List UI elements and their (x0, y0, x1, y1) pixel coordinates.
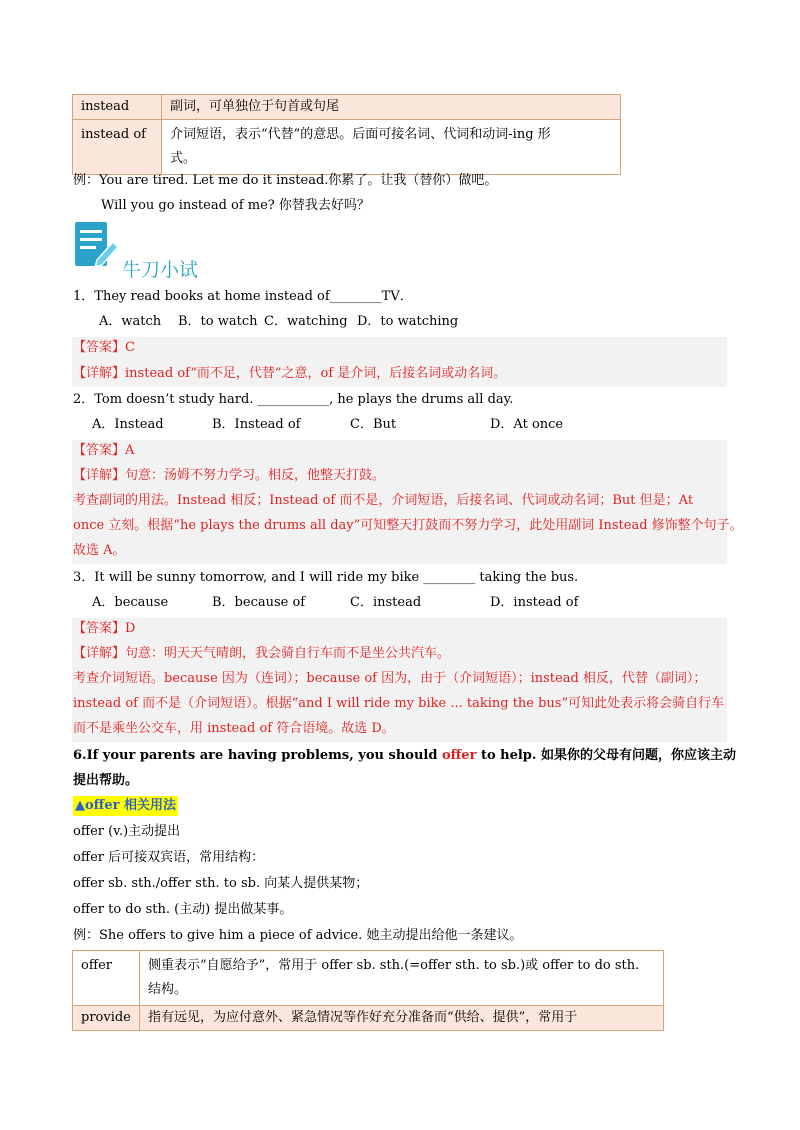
option-a: A．because (92, 595, 169, 610)
table-row (73, 1006, 664, 1031)
desc-cell (162, 120, 621, 175)
option-c: C．But (350, 417, 397, 432)
usage-line: offer to do sth. (主动) 提出做某事。 (73, 902, 293, 917)
detail-line (73, 364, 506, 384)
option-a: A．Instead (92, 417, 164, 432)
question-stem: 2．Tom doesn’t study hard. ___________, he plays the drums all day. (73, 392, 514, 407)
sentence-heading-cont: 提出帮助。 (73, 773, 139, 788)
definition-table-instead (72, 94, 621, 175)
table-row (73, 120, 621, 175)
example-line: Will you go instead of me? 你替我去好吗？ (101, 198, 370, 213)
answer-label: 【答案】D (73, 621, 136, 636)
question-stem: 3．It will be sunny tomorrow, and I will ride my bike ________ taking the bus. (73, 570, 579, 585)
question-options (92, 415, 563, 435)
sentence-heading (73, 746, 736, 766)
sentence-post: to help. 如果你的父母有问题，你应该主动 (476, 748, 736, 763)
option-a: A．watch (99, 314, 162, 329)
table-row (73, 95, 621, 120)
answer-label: 【答案】A (73, 443, 135, 458)
detail-line (73, 644, 450, 664)
detail-text: 句意：明天天气晴朗，我会骑自行车而不是坐公共汽车。 (125, 646, 451, 661)
detail-label: 【详解】 (73, 646, 126, 661)
detail-line: 考查副词的用法。Instead 相反；Instead of 而不是，介词短语，后接名词、代词或动名词；But 但是；At (73, 493, 694, 508)
option-b: B．Instead of (212, 417, 301, 432)
option-d: D．instead of (490, 595, 579, 610)
usage-line: offer 后可接双宾语，常用结构： (73, 850, 265, 865)
desc-line: 介词短语，表示“代替”的意思。后面可接名词、代词和动词-ing 形 (170, 127, 551, 142)
section-title: 牛刀小试 (122, 259, 199, 281)
sentence-pre: 6.If your parents are having problems, you should (73, 748, 442, 763)
option-b: B．to watch (178, 314, 258, 329)
answer-label: 【答案】C (73, 340, 135, 355)
detail-text: 句意：汤姆不努力学习。相反，他整天打鼓。 (125, 468, 386, 483)
detail-label: 【详解】 (73, 366, 126, 381)
option-c: C．watching (264, 314, 348, 329)
detail-line: instead of 而不是（介词短语）。根据“and I will ride my bike ... taking the bus”可知此处表示将会骑自行车 (73, 696, 725, 711)
usage-line: offer sb. sth./offer sth. to sb. 向某人提供某物； (73, 876, 369, 891)
keyword: offer (441, 748, 477, 763)
term-cell: instead (73, 95, 162, 120)
example-line: 例：You are tired. Let me do it instead.你累了。让我（替你）做吧。 (73, 173, 498, 188)
detail-line: 考查介词短语。because 因为（连词）；because of 因为，由于（介词短语）；instead 相反，代替（副词）； (73, 671, 707, 686)
option-c: C．instead (350, 595, 422, 610)
question-options (92, 593, 578, 613)
question-options (99, 312, 458, 332)
question-stem: 1．They read books at home instead of________TV． (73, 289, 413, 304)
detail-line: 而不是乘坐公交车，用 instead of 符合语境。故选 D。 (73, 721, 395, 736)
detail-line: once 立刻。根据“he plays the drums all day”可知整天打鼓而不努力学习，此处用副词 Instead 修饰整个句子。 (73, 518, 743, 533)
usage-title: ▲offer 相关用法 (73, 796, 178, 816)
desc-cell (140, 951, 664, 1006)
usage-line: 例：She offers to give him a piece of advice. 她主动提出给他一条建议。 (73, 928, 523, 943)
desc-line: 侧重表示“自愿给予”，常用于 offer sb. sth.(=offer sth. to sb.)或 offer to do sth. (148, 958, 640, 973)
detail-label: 【详解】 (73, 468, 126, 483)
option-d: D．to watching (357, 314, 459, 329)
detail-line: 故选 A。 (73, 543, 126, 558)
desc-cell: 指有远见，为应付意外、紧急情况等作好充分准备而“供给、提供”，常用于 (140, 1006, 664, 1031)
detail-text: instead of“而不足，代替”之意，of 是介词，后接名词或动名词。 (125, 366, 507, 381)
notepad-icon (73, 218, 121, 270)
usage-line: offer (v.)主动提出 (73, 824, 181, 839)
table-row (73, 951, 664, 1006)
detail-line (73, 466, 385, 486)
term-cell: offer (73, 951, 140, 1006)
option-b: B．because of (212, 595, 306, 610)
definition-table-offer (72, 950, 664, 1031)
desc-line: 式。 (170, 151, 197, 166)
desc-cell: 副词，可单独位于句首或句尾 (162, 95, 621, 120)
term-cell: instead of (73, 120, 162, 175)
term-cell: provide (73, 1006, 140, 1031)
option-d: D．At once (490, 417, 564, 432)
desc-line: 结构。 (148, 982, 188, 997)
